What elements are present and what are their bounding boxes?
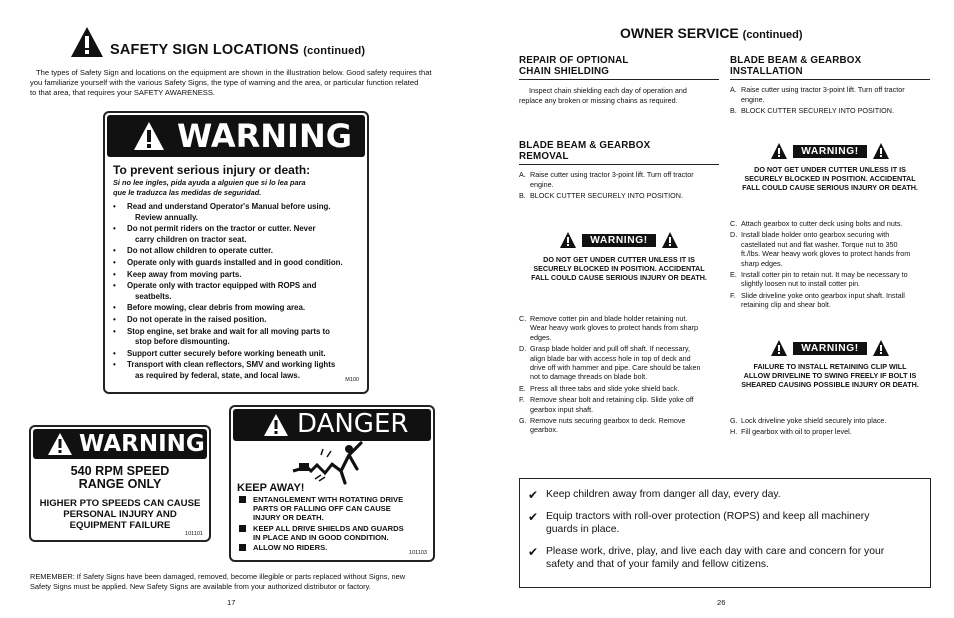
- list-item: • Operate only with tractor equipped with ROPS and seatbelts.: [109, 281, 365, 302]
- checkmark-icon: ✔: [528, 545, 539, 560]
- list-item: ENTANGLEMENT WITH ROTATING DRIVE PARTS OR FALLING OFF CAN CAUSE INJURY OR DEATH.: [237, 495, 433, 523]
- list-item: • Do not allow children to operate cutter.: [109, 246, 365, 257]
- warning-label: WARNING!: [793, 145, 866, 158]
- list-item: ✔ Please work, drive, play, and live each day with care and concern for your safety and that of your family and fellow citizens.: [528, 545, 885, 570]
- removal-steps-b: [519, 314, 719, 437]
- list-item: H. Fill gearbox with oil to proper level.: [730, 427, 852, 437]
- removal-section: [519, 141, 719, 202]
- list-item: • Support cutter securely before working beneath unit.: [109, 349, 365, 360]
- list-item: D. Grasp blade holder and pull off shaft. If necessary, align blade bar with access hole in top of deck and drive off with hammer and pipe. Care should be taken not to damage threads on blade bolt.: [519, 344, 701, 382]
- installation-steps-c: [730, 416, 930, 439]
- danger-word: DANGER: [297, 409, 409, 439]
- operator-warning-sign: [103, 111, 369, 394]
- removal-steps-a: [519, 170, 719, 200]
- retaining-clip-warning-banner: [730, 340, 930, 356]
- section-heading: REPAIR OF OPTIONAL CHAIN SHIELDING: [519, 55, 629, 77]
- warning-header: [107, 115, 365, 157]
- warning-triangle-icon: [47, 432, 73, 456]
- warning-label: WARNING!: [793, 342, 866, 355]
- keep-away-text: KEEP AWAY!: [237, 482, 305, 494]
- warning-heading: To prevent serious injury or death:: [113, 163, 311, 177]
- removal-warning-text: DO NOT GET UNDER CUTTER UNLESS IT IS SECURELY BLOCKED IN POSITION. ACCIDENTAL FALL COULD CAUSE SERIOUS INJURY OR DEATH.: [531, 255, 707, 283]
- list-item: C. Attach gearbox to cutter deck using bolts and nuts.: [730, 219, 903, 228]
- section-heading: BLADE BEAM & GEARBOX REMOVAL: [519, 140, 651, 162]
- rpm-speed-text: 540 RPM SPEED RANGE ONLY: [70, 464, 170, 492]
- remember-note: REMEMBER: If Safety Signs have been damaged, removed, become illegible or parts replaced without Signs, new Safety Signs must be applied. New Safety Signs are available from your authorized distributor or factory.: [30, 572, 406, 591]
- list-item: ✔ Equip tractors with roll-over protection (ROPS) and keep all machinery guards in place.: [528, 510, 870, 535]
- installation-warning-banner: [730, 143, 930, 159]
- list-item: E. Press all three tabs and slide yoke shield back.: [519, 383, 680, 393]
- repair-chain-section: [519, 56, 719, 105]
- warning-triangle-icon: [133, 121, 165, 151]
- sign-code: 101101: [185, 531, 203, 537]
- list-item: F. Remove shear bolt and retaining clip. Slide yoke off gearbox input shaft.: [519, 395, 694, 414]
- spanish-note: Si no lee ingles, pida ayuda a alguien que si lo lea para que le traduzca las medidas de seguridad.: [113, 178, 306, 197]
- list-item: B. BLOCK CUTTER SECURELY INTO POSITION.: [519, 191, 683, 200]
- repair-text: Inspect chain shielding each day of operation and replace any broken or missing chains as required.: [519, 86, 687, 105]
- retaining-clip-warning-text: FAILURE TO INSTALL RETAINING CLIP WILL ALLOW DRIVELINE TO SWING FREELY IF BOLT IS SHEARED CAUSING POSSIBLE INJURY OR DEATH.: [741, 362, 919, 390]
- list-item: A. Raise cutter using tractor 3-point lift. Turn off tractor engine.: [519, 170, 694, 189]
- intro-paragraph: The types of Safety Sign and locations on the equipment are shown in the illustration below. Good safety requires that you familiarize yourself with the various Safety Signs, the type of warning and the area, or particular function related to that area, that requires your SAFETY AWARENESS.: [30, 68, 432, 97]
- installation-warning-text: DO NOT GET UNDER CUTTER UNLESS IT IS SECURELY BLOCKED IN POSITION. ACCIDENTAL FALL COULD CAUSE SERIOUS INJURY OR DEATH.: [742, 165, 918, 193]
- list-item: ALLOW NO RIDERS.: [237, 543, 433, 552]
- list-item: • Do not operate in the raised position.: [109, 315, 365, 326]
- list-item: • Read and understand Operator's Manual before using. Review annually.: [109, 202, 365, 223]
- list-item: • Stop engine, set brake and wait for all moving parts to stop before dismounting.: [109, 327, 365, 348]
- list-item: G. Remove nuts securing gearbox to deck. Remove gearbox.: [519, 416, 686, 435]
- warning-triangle-icon: [560, 232, 576, 248]
- pto-warning-text: HIGHER PTO SPEEDS CAN CAUSE PERSONAL INJURY AND EQUIPMENT FAILURE: [39, 498, 201, 532]
- list-item: G. Lock driveline yoke shield securely into place.: [730, 416, 887, 425]
- warning-label: WARNING!: [582, 234, 655, 247]
- list-item: A. Raise cutter using tractor 3-point lift. Turn off tractor engine.: [730, 85, 905, 104]
- divider: [730, 79, 930, 80]
- sign-code: 101103: [409, 550, 427, 556]
- list-item: • Operate only with guards installed and in good condition.: [109, 258, 365, 269]
- warning-triangle-icon: [771, 143, 787, 159]
- list-item: • Keep away from moving parts.: [109, 270, 365, 281]
- checkmark-icon: ✔: [528, 488, 539, 502]
- right-page: [477, 0, 954, 618]
- rpm-warning-sign: [29, 425, 211, 542]
- list-item: • Transport with clean reflectors, SMV and working lights as required by federal, state, and local laws.: [109, 360, 365, 381]
- warning-triangle-icon: [662, 232, 678, 248]
- installation-section: [730, 56, 930, 117]
- danger-sign: [229, 405, 435, 562]
- warning-triangle-icon: [771, 340, 787, 356]
- list-item: C. Remove cotter pin and blade holder retaining nut. Wear heavy work gloves to protect hands from sharp edges.: [519, 314, 699, 342]
- divider: [519, 79, 719, 80]
- danger-header: [233, 409, 431, 441]
- warning-triangle-icon: [873, 143, 889, 159]
- warning-triangle-icon: [873, 340, 889, 356]
- list-item: E. Install cotter pin to retain nut. It may be necessary to slightly loosen nut to install cotter pin.: [730, 270, 908, 289]
- list-item: KEEP ALL DRIVE SHIELDS AND GUARDS IN PLACE AND IN GOOD CONDITION.: [237, 524, 433, 542]
- sign-code: M100: [345, 377, 359, 383]
- section-title: SAFETY SIGN LOCATIONS (continued): [110, 42, 366, 58]
- warning-word: WARNING: [79, 431, 205, 457]
- list-item: B. BLOCK CUTTER SECURELY INTO POSITION.: [730, 106, 894, 115]
- installation-steps-a: [730, 85, 930, 115]
- installation-steps-b: [730, 219, 930, 312]
- list-item: • Do not permit riders on the tractor or cutter. Never carry children on tractor seat.: [109, 224, 365, 245]
- safety-reminder-box: [519, 478, 931, 588]
- danger-list: [237, 495, 433, 553]
- page-number: 17: [227, 598, 236, 607]
- warning-list: [109, 202, 365, 382]
- list-item: • Before mowing, clear debris from mowing area.: [109, 303, 365, 314]
- removal-warning-banner: [519, 232, 719, 248]
- warning-triangle-icon: [70, 26, 104, 58]
- section-title: OWNER SERVICE (continued): [620, 25, 803, 41]
- list-item: D. Install blade holder onto gearbox securing with castellated nut and flat washer. Torque nut to 350 ft./lbs. Wear heavy work gloves to protect hands from sharp edges.: [730, 230, 911, 268]
- list-item: F. Slide driveline yoke onto gearbox input shaft. Install retaining clip and shear bolt.: [730, 290, 905, 310]
- list-item: ✔ Keep children away from danger all day, every day.: [528, 488, 781, 502]
- page-number: 26: [717, 598, 726, 607]
- entanglement-pictogram-icon: [291, 441, 371, 487]
- warning-header: [33, 429, 207, 459]
- warning-triangle-icon: [263, 413, 289, 437]
- section-heading: BLADE BEAM & GEARBOX INSTALLATION: [730, 55, 862, 77]
- divider: [519, 164, 719, 165]
- checkmark-icon: ✔: [528, 510, 539, 525]
- warning-word: WARNING: [177, 117, 352, 155]
